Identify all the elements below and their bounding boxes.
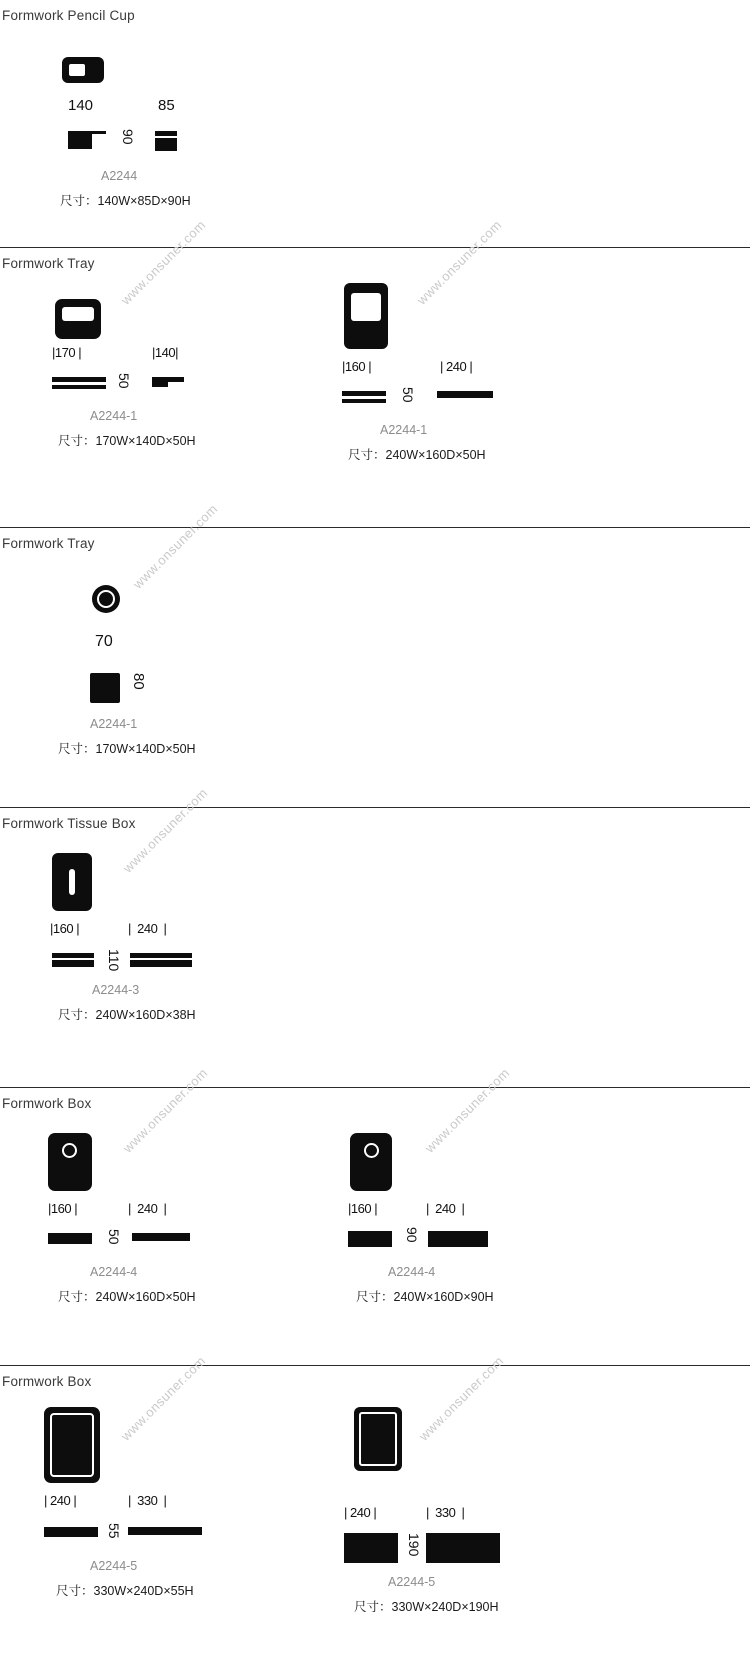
front-profile-icon: [344, 1533, 398, 1563]
product-illustration: [298, 1401, 548, 1493]
height-dimension: 50: [400, 387, 416, 403]
product-illustration: [0, 843, 250, 921]
front-profile-lip-icon: [92, 131, 106, 134]
width-dimension: |170 |: [52, 345, 82, 360]
product-spec: 尺寸：240W×160D×90H: [356, 1290, 494, 1304]
profile-views: [298, 1225, 548, 1263]
front-profile-icon: [44, 1527, 98, 1537]
section-title: Formwork Box: [2, 1096, 92, 1111]
depth-dimension: |140|: [152, 345, 178, 360]
section-title: Formwork Tissue Box: [2, 816, 136, 831]
width-dimension: 140: [68, 97, 94, 114]
profile-views: [0, 369, 250, 407]
section-pencil-cup: [0, 0, 750, 248]
depth-dimension: | 240 |: [128, 921, 167, 936]
section-tissue-box: [0, 785, 750, 1088]
product-spec: 尺寸：330W×240D×55H: [56, 1584, 194, 1598]
top-dimensions: [0, 97, 250, 123]
depth-dimension: | 240 |: [128, 1201, 167, 1216]
section-title: Formwork Box: [2, 1374, 92, 1389]
depth-dimension: | 330 |: [426, 1505, 465, 1520]
front-profile-icon: [68, 131, 92, 149]
product-code: A2244-4: [90, 1265, 138, 1279]
top-dimensions: [298, 1201, 548, 1225]
height-dimension: 90: [404, 1227, 420, 1243]
tissue-slot-icon: [69, 869, 75, 895]
section-tray-2: [0, 501, 750, 808]
height-dimension: 80: [130, 673, 147, 690]
depth-dimension: | 240 |: [426, 1201, 465, 1216]
product-code: A2244-1: [380, 423, 428, 437]
pencil-cup-inner-icon: [69, 64, 85, 76]
round-tray-ring-icon: [97, 590, 115, 608]
product-illustration: [0, 1123, 250, 1201]
profile-views: [0, 1519, 250, 1557]
top-dimensions: [0, 1493, 250, 1519]
box-knob-icon: [364, 1143, 379, 1158]
depth-dimension: | 330 |: [128, 1493, 167, 1508]
front-profile-icon: [90, 673, 120, 703]
watermark: www.onsuner.com: [416, 1353, 507, 1444]
width-dimension: 70: [95, 633, 113, 650]
variant-list: [0, 23, 750, 209]
front-profile-icon: [48, 1233, 92, 1244]
watermark: www.onsuner.com: [120, 1065, 211, 1156]
side-profile-icon: [132, 1233, 190, 1241]
product-illustration: [298, 1123, 548, 1201]
watermark: www.onsuner.com: [118, 1353, 209, 1444]
section-title: Formwork Tray: [2, 536, 95, 551]
product-illustration: [292, 283, 542, 345]
profile-views: [0, 663, 250, 715]
top-dimensions: [292, 359, 542, 383]
watermark: www.onsuner.com: [120, 785, 211, 876]
product-spec: 尺寸：240W×160D×50H: [58, 1290, 196, 1304]
product-spec: 尺寸：170W×140D×50H: [58, 434, 196, 448]
profile-views: [0, 1225, 250, 1263]
height-dimension: 50: [116, 373, 132, 389]
product-spec: 尺寸：240W×160D×38H: [58, 1008, 196, 1022]
product-variant: [298, 1353, 548, 1615]
top-dimensions: [0, 633, 250, 663]
front-profile-icon: [348, 1231, 392, 1247]
product-code: A2244-1: [90, 409, 138, 423]
product-code: A2244-4: [388, 1265, 436, 1279]
section-title: Formwork Pencil Cup: [2, 8, 135, 23]
watermark: www.onsuner.com: [414, 217, 505, 308]
profile-views: [298, 1531, 548, 1569]
side-profile-icon: [426, 1533, 500, 1563]
product-variant: [0, 23, 250, 209]
width-dimension: | 240 |: [344, 1505, 377, 1520]
product-spec: 尺寸：330W×240D×190H: [354, 1600, 499, 1614]
section-tray-1: [0, 217, 750, 528]
top-dimensions: [0, 345, 250, 369]
watermark: www.onsuner.com: [118, 217, 209, 308]
product-spec: 尺寸：240W×160D×50H: [348, 448, 486, 462]
section-box-1: [0, 1065, 750, 1366]
side-profile-icon: [130, 953, 192, 967]
product-code: A2244-1: [90, 717, 138, 731]
depth-dimension: | 240 |: [440, 359, 473, 374]
width-dimension: |160 |: [50, 921, 80, 936]
box-knob-icon: [62, 1143, 77, 1158]
front-profile-icon: [342, 391, 386, 396]
section-box-2: [0, 1353, 750, 1660]
product-code: A2244-5: [388, 1575, 436, 1589]
product-illustration: [0, 283, 250, 345]
box-icon: [350, 1133, 392, 1191]
front-profile-icon: [52, 953, 94, 967]
top-dimensions: [298, 1505, 548, 1531]
width-dimension: | 240 |: [44, 1493, 77, 1508]
side-profile-base-icon: [152, 382, 168, 387]
profile-views: [0, 123, 250, 163]
top-dimensions: [0, 921, 250, 945]
depth-dimension: 85: [158, 97, 175, 114]
side-profile-icon: [155, 131, 177, 151]
width-dimension: |160 |: [48, 1201, 78, 1216]
front-profile-line-icon: [52, 958, 94, 960]
height-dimension: 55: [106, 1523, 122, 1539]
watermark: www.onsuner.com: [130, 501, 221, 592]
side-profile-slot-icon: [155, 136, 177, 138]
product-code: A2244: [101, 169, 138, 183]
product-variant: [298, 1065, 548, 1305]
product-illustration: [0, 35, 250, 97]
height-dimension: 110: [106, 949, 122, 972]
side-profile-line-icon: [130, 958, 192, 960]
product-code: A2244-5: [90, 1559, 138, 1573]
height-dimension: 50: [106, 1229, 122, 1245]
product-illustration: [0, 1401, 250, 1493]
large-box-inner-icon: [50, 1413, 94, 1477]
box-icon: [48, 1133, 92, 1191]
watermark: www.onsuner.com: [422, 1065, 513, 1156]
side-profile-icon: [128, 1527, 202, 1535]
tray-inner-icon: [62, 307, 94, 321]
product-code: A2244-3: [92, 983, 140, 997]
width-dimension: |160 |: [342, 359, 372, 374]
top-dimensions: [0, 1201, 250, 1225]
profile-views: [0, 945, 250, 983]
front-profile-base-icon: [52, 385, 106, 389]
tray-inner-icon: [351, 293, 381, 321]
product-spec: 尺寸：170W×140D×50H: [58, 742, 196, 756]
product-illustration: [0, 563, 250, 633]
width-dimension: |160 |: [348, 1201, 378, 1216]
front-profile-base-icon: [342, 399, 386, 403]
side-profile-icon: [428, 1231, 488, 1247]
product-variant: [292, 217, 542, 463]
large-box-inner-icon: [359, 1412, 397, 1466]
front-profile-icon: [52, 377, 106, 382]
side-profile-icon: [437, 391, 493, 398]
height-dimension: 90: [120, 129, 136, 145]
section-title: Formwork Tray: [2, 256, 95, 271]
product-spec: 尺寸：140W×85D×90H: [60, 194, 191, 208]
profile-views: [292, 383, 542, 421]
height-dimension: 190: [406, 1533, 422, 1557]
